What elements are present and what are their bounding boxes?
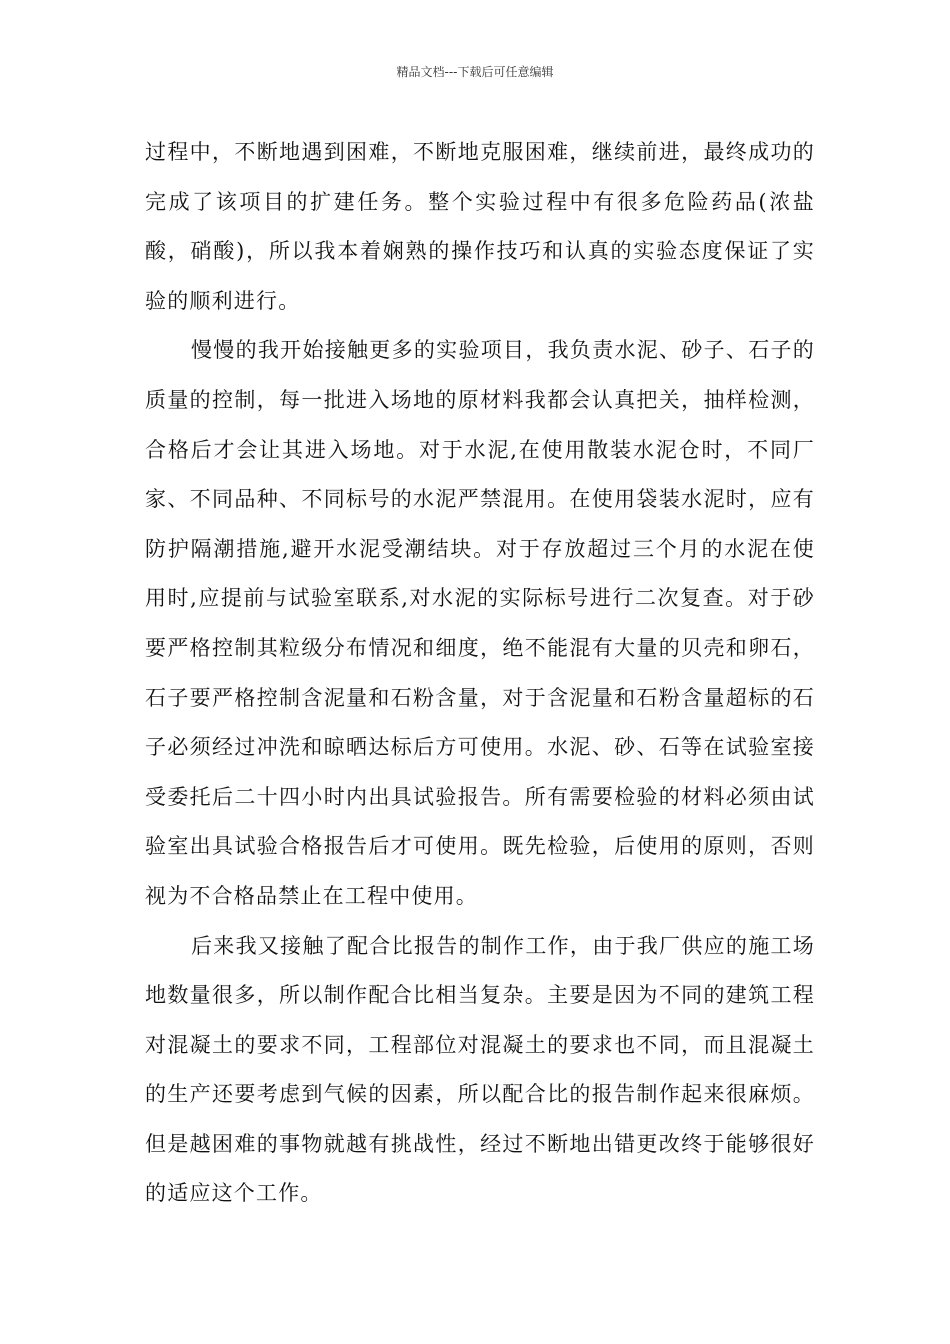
page-header: 精品文档---下载后可任意编辑 bbox=[396, 65, 554, 79]
paragraph-1: 过程中，不断地遇到困难，不断地克服困难，继续前进，最终成功的完成了该项目的扩建任务。整个实验过程中有很多危险药品(浓盐酸，硝酸)，所以我本着娴熟的操作技巧和认真的实验态度保证了实验的顺利进行。 bbox=[145, 140, 815, 313]
document-body bbox=[145, 128, 815, 1219]
paragraph-2: 慢慢的我开始接触更多的实验项目，我负责水泥、砂子、石子的质量的控制，每一批进入场地的原材料我都会认真把关，抽样检测，合格后才会让其进入场地。对于水泥,在使用散装水泥仓时，不同厂家、不同品种、不同标号的水泥严禁混用。在使用袋装水泥时，应有防护隔潮措施,避开水泥受潮结块。对于存放超过三个月的水泥在使用时,应提前与试验室联系,对水泥的实际标号进行二次复查。对于砂要严格控制其粒级分布情况和细度，绝不能混有大量的贝壳和卵石，石子要严格控制含泥量和石粉含量，对于含泥量和石粉含量超标的石子必须经过冲洗和晾晒达标后方可使用。水泥、砂、石等在试验室接受委托后二十四小时内出具试验报告。所有需要检验的材料必须由试验室出具试验合格报告后才可使用。既先检验，后使用的原则，否则视为不合格品禁止在工程中使用。 bbox=[145, 338, 815, 908]
paragraph-3: 后来我又接触了配合比报告的制作工作，由于我厂供应的施工场地数量很多，所以制作配合比相当复杂。主要是因为不同的建筑工程对混凝土的要求不同，工程部位对混凝土的要求也不同，而且混凝土的生产还要考虑到气候的因素，所以配合比的报告制作起来很麻烦。但是越困难的事物就越有挑战性，经过不断地出错更改终于能够很好的适应这个工作。 bbox=[145, 933, 815, 1206]
